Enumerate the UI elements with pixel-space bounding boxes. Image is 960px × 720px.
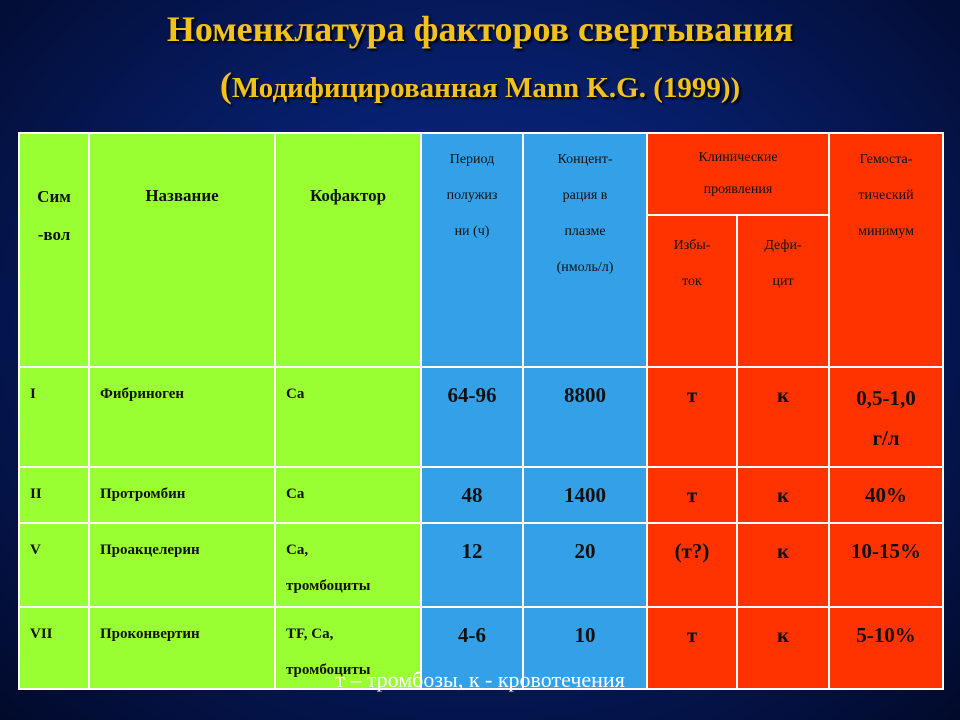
- header-excess: [647, 215, 737, 367]
- cell-hemostatic: [829, 467, 943, 523]
- table-row: [19, 523, 943, 607]
- cell-excess-text: т: [686, 483, 698, 507]
- cell-symbol-text: I: [30, 386, 36, 402]
- cell-deficit: [737, 523, 829, 607]
- cell-symbol: [19, 523, 89, 607]
- cell-excess-text: т: [686, 383, 698, 407]
- cell-half-life-text: 12: [461, 539, 483, 563]
- header-cofactor-text: Кофактор: [309, 186, 387, 205]
- cell-half-life-text: 48: [461, 483, 483, 507]
- cell-concentration-text: 1400: [564, 483, 606, 507]
- header-half-life-line3: ни (ч): [454, 224, 490, 239]
- cell-concentration-text: 20: [574, 539, 596, 563]
- cell-cofactor: [275, 367, 421, 467]
- header-deficit-line2: цит: [772, 274, 794, 289]
- cell-cofactor-line1: Са: [286, 386, 305, 402]
- open-paren: (: [219, 65, 232, 105]
- cell-concentration: [523, 367, 647, 467]
- header-clinical: [647, 133, 829, 215]
- legend-footnote: т – тромбозы, к - кровотечения: [335, 667, 625, 692]
- cell-hemostatic-line1: 10-15%: [851, 539, 922, 563]
- header-half-life-line2: полужиз: [446, 188, 498, 203]
- cell-name: [89, 467, 275, 523]
- header-hemostatic-line1: Гемоста-: [859, 152, 913, 167]
- header-excess-line1: Избы-: [673, 238, 711, 253]
- cell-concentration-text: 8800: [564, 383, 606, 407]
- coagulation-factors-table: [18, 132, 944, 690]
- header-excess-line2: ток: [682, 274, 702, 289]
- cell-deficit: [737, 467, 829, 523]
- cell-concentration: [523, 523, 647, 607]
- cell-hemostatic: [829, 367, 943, 467]
- cell-deficit-text: к: [776, 483, 790, 507]
- header-clinical-line1: Клинические: [698, 150, 778, 165]
- cell-symbol-text: VII: [30, 626, 53, 642]
- cell-name: [89, 367, 275, 467]
- cell-cofactor-line1: Са: [286, 486, 305, 502]
- cell-symbol-text: II: [30, 486, 42, 502]
- cell-excess-text: (т?): [674, 539, 710, 563]
- header-symbol-line1: Сим: [37, 187, 71, 206]
- cell-deficit: [737, 367, 829, 467]
- cell-symbol-text: V: [30, 542, 41, 558]
- cell-concentration: [523, 467, 647, 523]
- cell-deficit-text: к: [776, 539, 790, 563]
- header-hemostatic: [829, 133, 943, 367]
- header-name: [89, 133, 275, 367]
- header-concentration-line3: плазме: [564, 224, 606, 239]
- table-row: [19, 467, 943, 523]
- cell-hemostatic-line1: 40%: [865, 483, 908, 507]
- header-deficit-line1: Дефи-: [764, 238, 802, 253]
- header-name-text: Название: [145, 186, 219, 205]
- cell-cofactor: [275, 467, 421, 523]
- header-concentration-line4: (нмоль/л): [556, 260, 614, 275]
- cell-cofactor-line1: Са,: [286, 542, 309, 558]
- cell-half-life: [421, 367, 523, 467]
- header-cofactor: [275, 133, 421, 367]
- cell-name-text: Фибриноген: [100, 386, 185, 402]
- slide-title: Номенклатура факторов свертывания: [166, 9, 794, 49]
- cell-half-life-text: 64-96: [447, 383, 497, 407]
- header-half-life: [421, 133, 523, 367]
- header-clinical-line2: проявления: [703, 182, 773, 197]
- cell-concentration-text: 10: [574, 623, 596, 647]
- cell-symbol: [19, 467, 89, 523]
- header-concentration-line2: рация в: [562, 188, 608, 203]
- cell-name-text: Протромбин: [100, 486, 186, 502]
- cell-cofactor-line1: TF, Ca,: [286, 626, 334, 642]
- header-half-life-line1: Период: [449, 152, 495, 167]
- cell-half-life: [421, 467, 523, 523]
- cell-deficit-text: к: [776, 623, 790, 647]
- cell-name: [89, 523, 275, 607]
- cell-half-life-text: 4-6: [458, 623, 486, 647]
- header-deficit: [737, 215, 829, 367]
- cell-excess: [647, 467, 737, 523]
- cell-name-text: Проакцелерин: [100, 542, 200, 558]
- header-concentration: [523, 133, 647, 367]
- header-symbol: [19, 133, 89, 367]
- cell-hemostatic-line2: г/л: [872, 426, 900, 450]
- cell-symbol: [19, 367, 89, 467]
- cell-excess: [647, 523, 737, 607]
- cell-name-text: Проконвертин: [100, 626, 200, 642]
- cell-hemostatic-line1: 0,5-1,0: [856, 386, 916, 410]
- subtitle-text: Модифицированная Mann K.G. (1999)): [231, 72, 741, 104]
- cell-hemostatic-line1: 5-10%: [856, 623, 916, 647]
- cell-cofactor-line2: тромбоциты: [286, 662, 371, 678]
- table-row: [19, 367, 943, 467]
- header-concentration-line1: Концент-: [557, 152, 613, 167]
- cell-hemostatic: [829, 523, 943, 607]
- cell-excess: [647, 367, 737, 467]
- cell-excess-text: т: [686, 623, 698, 647]
- slide-subtitle: [0, 64, 960, 106]
- header-symbol-line2: -вол: [37, 225, 71, 244]
- cell-cofactor-line2: тромбоциты: [286, 578, 371, 594]
- cell-deficit-text: к: [776, 383, 790, 407]
- header-hemostatic-line2: тический: [858, 188, 914, 203]
- header-hemostatic-line3: минимум: [858, 224, 914, 239]
- cell-cofactor: [275, 523, 421, 607]
- cell-half-life: [421, 523, 523, 607]
